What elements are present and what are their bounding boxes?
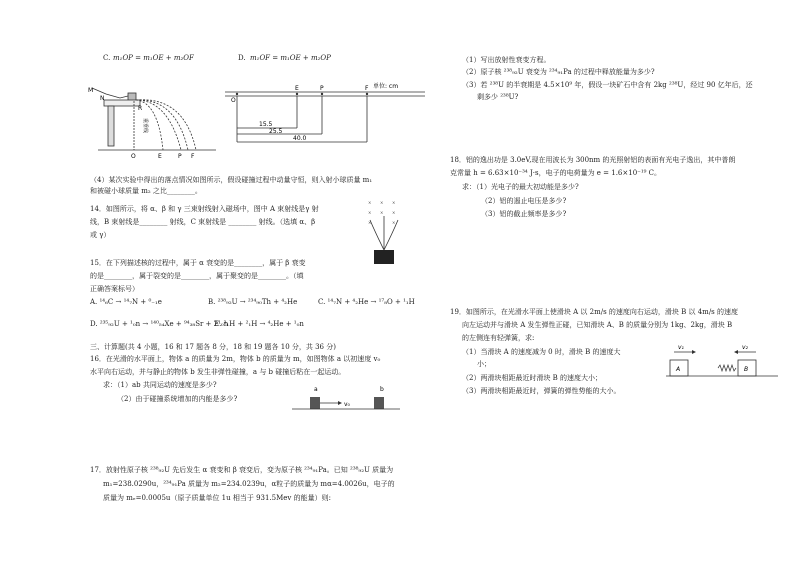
q19-spring-blocks-figure	[666, 342, 782, 382]
q19-fig-v2: v₂	[742, 344, 748, 351]
ruler-f: F	[365, 85, 369, 92]
option-c-label: C.	[103, 54, 111, 62]
svg-text:×: ×	[368, 200, 372, 205]
q18-line2: 克常量 h = 6.63×10⁻³⁴ J·s，电子的电荷量为 e = 1.6×10⁻¹⁹ C。	[450, 169, 662, 177]
svg-text:×: ×	[392, 200, 396, 205]
q14-line1: 14．如图所示，将 α、β 和 γ 三束射线射入磁场中，图中 A 束射线是γ 射	[90, 205, 319, 213]
distance-ruler-figure	[225, 82, 425, 152]
svg-text:×: ×	[368, 220, 372, 225]
fig-label-e: E	[158, 153, 162, 160]
svg-text:×: ×	[392, 220, 396, 225]
q14-line3: 或 γ）	[90, 231, 111, 239]
q17-sub3a: （3）若 ²³⁸U 的半衰期是 4.5×10⁹ 年，假设一块矿石中含有 2kg ²³⁸U，经过 90 亿年后，还	[462, 81, 753, 89]
q16-sub1: 求：（1）ab 共同运动的速度是多少?	[103, 381, 217, 389]
q17-sub1: （1）写出放射性衰变方程。	[462, 56, 551, 64]
radiation-magnetic-field-figure	[366, 198, 402, 266]
q4-line2: 和被碰小球质量 m₂ 之比________。	[90, 187, 202, 195]
fig-label-p: P	[178, 153, 182, 160]
svg-text:×: ×	[392, 210, 396, 215]
option-b: B. ²³⁸₉₂U → ²³⁴₉₀Th + ⁴₂He	[208, 298, 298, 306]
q17-line1: 17．放射性原子核 ²³⁸₉₂U 先后发生 α 衰变和 β 衰变后，变为原子核 ²³⁴₉₁Pa。已知 ²³⁸₉₂U 质量为	[90, 466, 394, 474]
option-e: E. ³₁H + ²₁H → ⁴₂He + ¹₀n	[214, 320, 304, 328]
q19-line1: 19．如图所示，在光滑水平面上使滑块 A 以 2m/s 的速度向右运动，滑块 B 以 4m/s 的速度	[450, 308, 738, 316]
svg-text:×: ×	[380, 210, 384, 215]
q18-sub3: （3）铝的截止频率是多少?	[481, 210, 567, 218]
q19-fig-b: B	[744, 366, 749, 373]
q19-fig-a: A	[676, 366, 681, 373]
q19-fig-v1: v₁	[678, 344, 684, 351]
q19-line2: 向左运动并与滑块 A 发生弹性正碰，已知滑块 A、B 的质量分别为 1kg、2kg，滑块 B	[462, 321, 733, 329]
ruler-dist-op: 25.5	[269, 128, 283, 135]
q19-line3: 的左侧连有轻弹簧，求:	[462, 334, 535, 342]
q14-line2: 线，B 束射线是________ 射线，C 束射线是 ________ 射线。（选填 α、β	[90, 218, 316, 226]
fig-label-vertical: 重垂线	[142, 118, 148, 134]
section-3-heading: 三、计算题(共 4 小题，16 和 17 题各 8 分，18 和 19 题各 10 分，共 36 分)	[90, 343, 336, 351]
q19-sub3: （3）两滑块相距最近时，弹簧的弹性势能的大小。	[462, 387, 621, 395]
q18-sub1: 求：（1）光电子的最大初动能是多少?	[462, 183, 579, 191]
option-d2: D. ²³⁵₉₂U + ¹₀n → ¹⁴⁰₅₄Xe + ⁹⁴₃₈Sr + 2¹₀n	[90, 320, 229, 328]
q19-sub1a: （1）当滑块 A 的速度减为 0 时，滑块 B 的速度大	[462, 348, 621, 356]
q16-fig-a: a	[314, 386, 318, 393]
q4-line1: （4）某次实验中得出的落点情况如图所示，假设碰撞过程中动量守恒，则入射小球质量 m₁	[90, 176, 373, 184]
fig-label-n: N	[100, 95, 105, 102]
ruler-dist-oe: 15.5	[259, 121, 273, 128]
q15-line1: 15．在下列描述核的过程中，属于 α 衰变的是________，属于 β 衰变	[90, 259, 306, 267]
collision-apparatus-figure	[88, 68, 218, 158]
ruler-dist-of: 40.0	[293, 135, 307, 142]
q16-line1: 16．在光滑的水平面上，物体 a 的质量为 2m，物体 b 的质量为 m，如图物体 a 以初速度 v₀	[90, 355, 381, 363]
option-d-label: D.	[238, 54, 246, 62]
ruler-o: O	[231, 97, 236, 104]
q16-collision-figure	[292, 385, 402, 415]
ruler-e: E	[295, 85, 299, 92]
fig-label-f: F	[191, 153, 195, 160]
option-a: A. ¹⁴₆C → ¹⁴₇N + ⁰₋₁e	[90, 298, 162, 306]
option-d-equation: m₁OF = m₁OE + m₂OP	[250, 54, 331, 62]
fig-label-o: O	[131, 153, 136, 160]
q15-line2: 的是________，属于裂变的是________，属于聚变的是________。（填	[90, 272, 304, 280]
option-c2: C. ¹⁴₇N + ⁴₂He → ¹⁷₈O + ¹₁H	[318, 298, 415, 306]
ruler-p: P	[320, 85, 324, 92]
svg-text:×: ×	[368, 210, 372, 215]
q18-line1: 18．铝的逸出功是 3.0eV,现在用波长为 300nm 的光照射铝的表面有光电子逸出，其中普朗	[450, 156, 736, 164]
q17-line2: m₁=238.0290u，²³⁴₉₁Pa 质量为 m₂=234.0239u，α粒子的质量为 mα=4.0026u，电子的	[103, 480, 395, 488]
q16-fig-b: b	[380, 386, 384, 393]
svg-text:×: ×	[380, 200, 384, 205]
fig-label-m: M	[88, 87, 94, 94]
q16-sub2: （2）由于碰撞系统增加的内能是多少?	[117, 395, 238, 403]
q19-sub2: （2）两滑块相距最近时滑块 B 的速度大小；	[462, 374, 603, 382]
q15-line3: 正确答案标号）	[90, 285, 139, 293]
q16-line2: 水平向右运动，并与静止的物体 b 发生非弹性碰撞，a 与 b 碰撞后粘在一起运动。	[90, 368, 346, 376]
fig-label-r: R	[138, 105, 143, 112]
q17-sub3b: 剩多少 ²³⁸U?	[477, 93, 519, 101]
q17-sub2: （2）原子核 ²³⁸₉₂U 衰变为 ²³⁴₉₁Pa 的过程中释放能量为多少?	[462, 68, 655, 76]
q18-sub2: （2）铝的遏止电压是多少?	[481, 197, 567, 205]
q19-sub1b: 小；	[477, 360, 491, 368]
option-c-equation: m₁OP = m₁OE + m₂OF	[113, 54, 194, 62]
ruler-unit: 单位: cm	[373, 83, 399, 90]
q17-line3: 质量为 mₑ=0.0005u（原子质量单位 1u 相当于 931.5Mev 的能量）则:	[103, 494, 331, 502]
q16-fig-v0: v₀	[344, 401, 350, 408]
